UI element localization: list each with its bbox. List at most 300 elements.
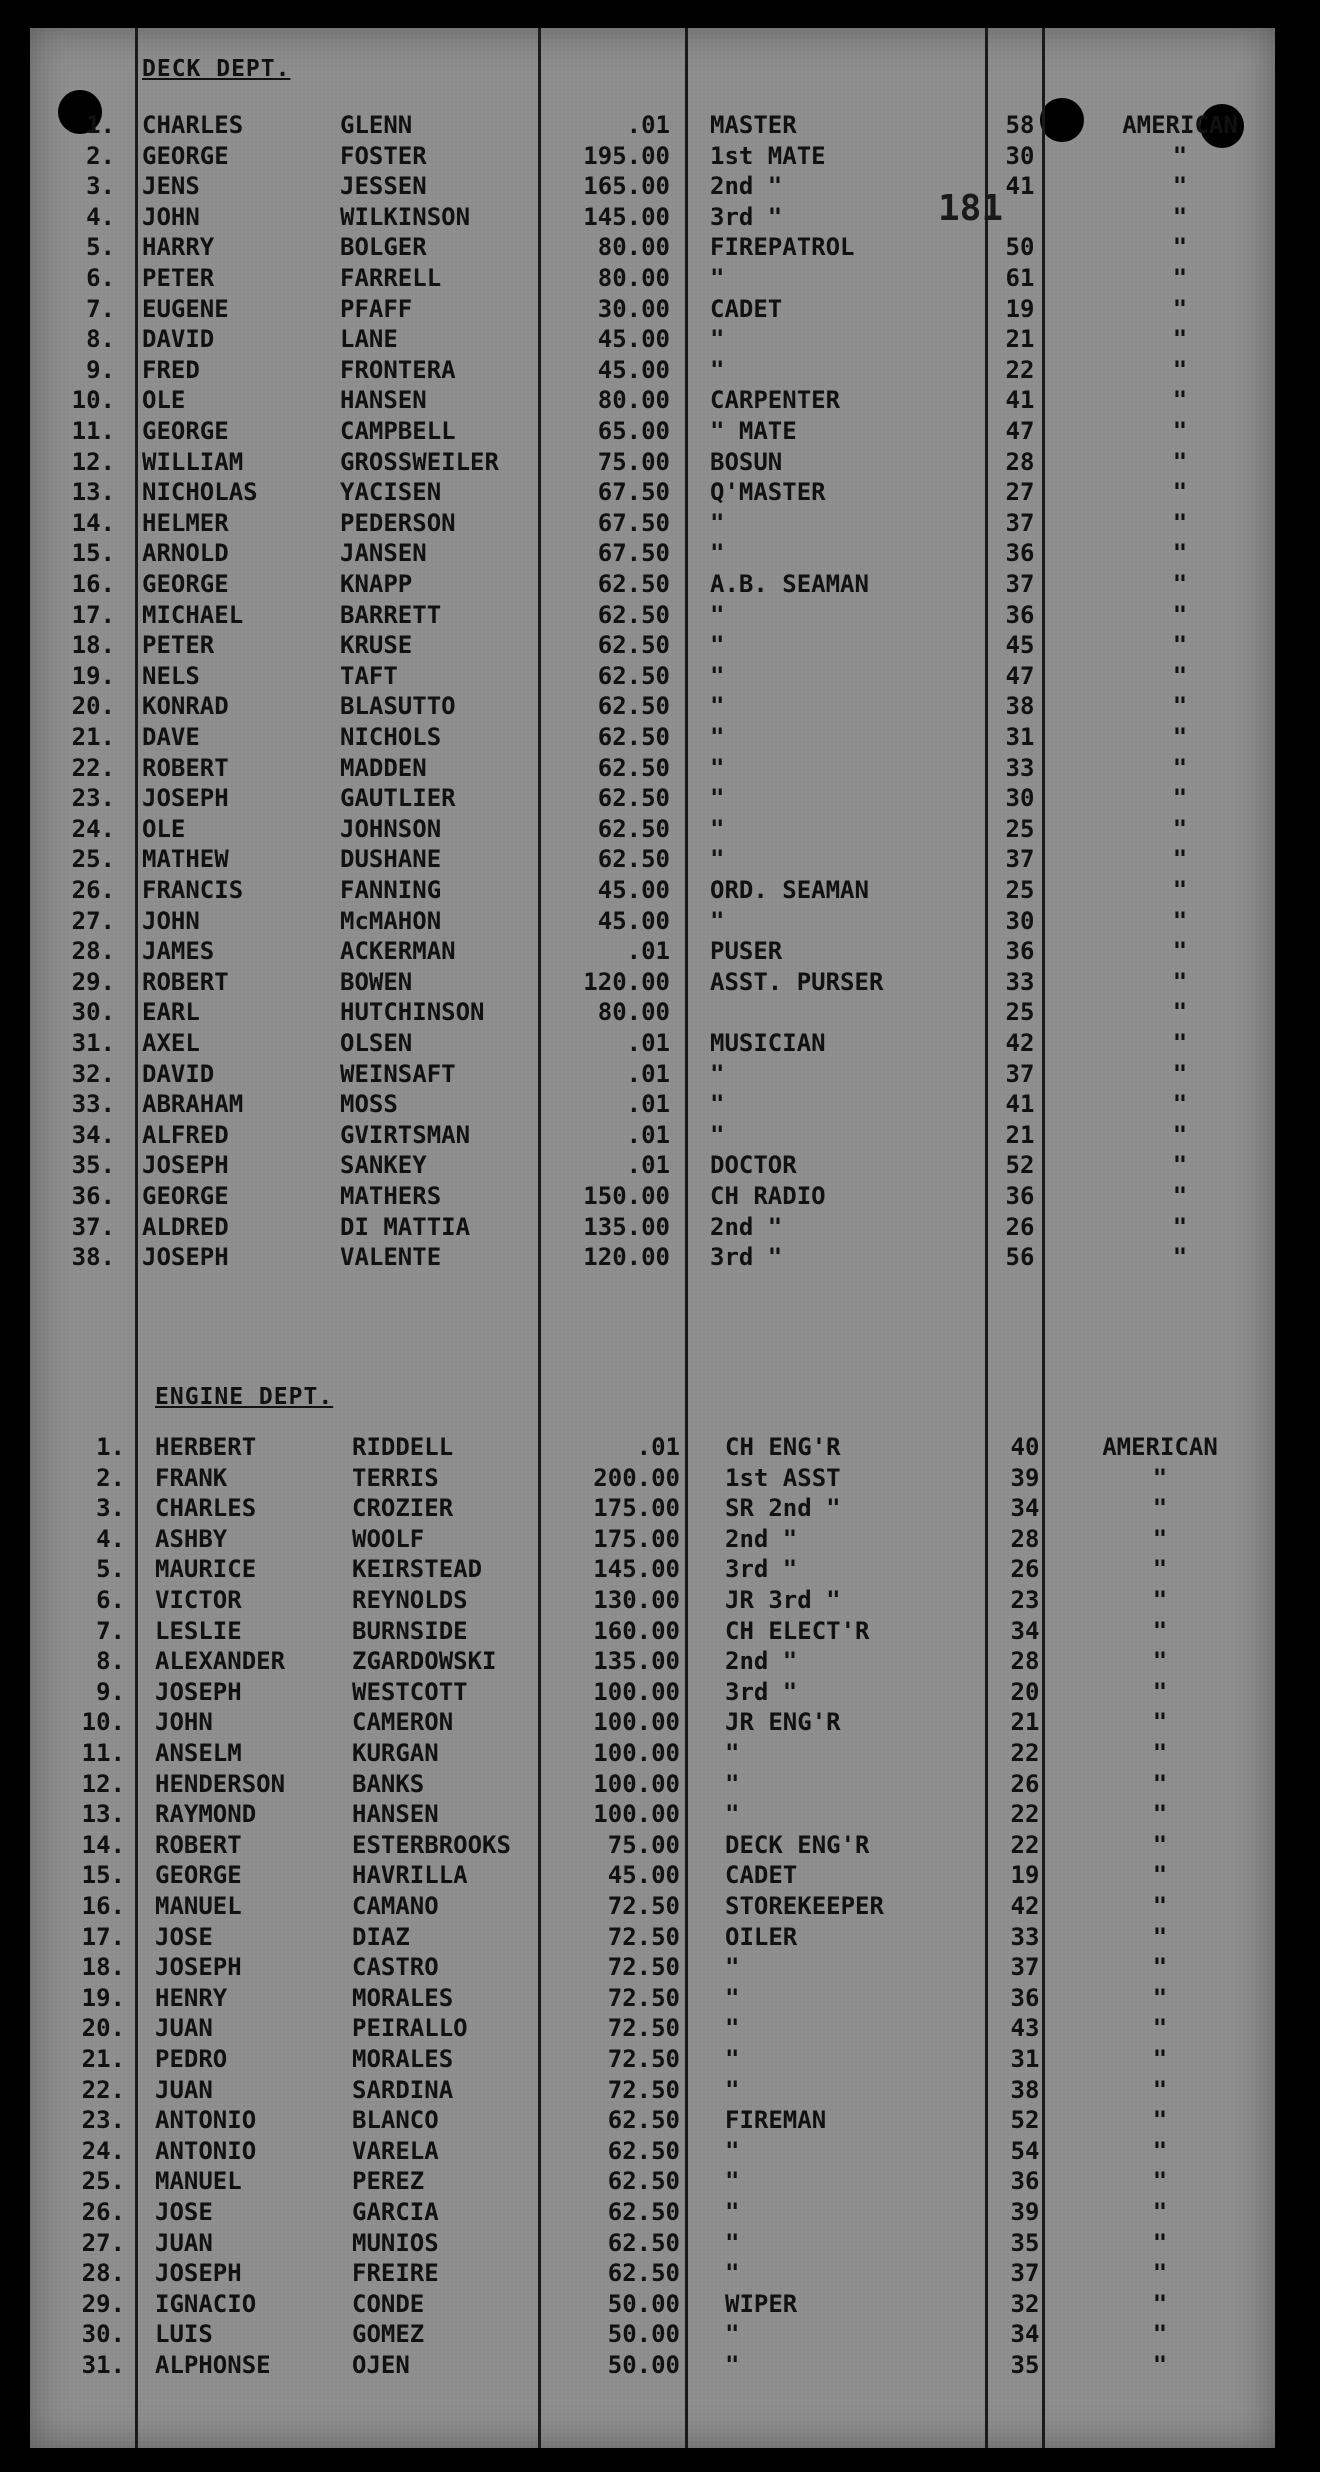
crew-row <box>30 447 1275 477</box>
crew-age: 37 <box>1010 1953 1040 1982</box>
crew-last-name: DI MATTIA <box>340 1212 471 1241</box>
crew-row <box>30 355 1275 385</box>
crew-nationality: " <box>1172 1059 1188 1088</box>
crew-age: 56 <box>1005 1243 1035 1272</box>
crew-first-name: JOHN <box>155 1708 213 1737</box>
crew-last-name: FANNING <box>340 876 442 904</box>
crew-last-name: BURNSIDE <box>352 1616 468 1645</box>
crew-number: 31. <box>71 1029 115 1057</box>
crew-row <box>30 1120 1275 1150</box>
crew-last-name: FOSTER <box>340 141 427 170</box>
crew-wage: 150.00 <box>583 1182 670 1210</box>
crew-wage: 130.00 <box>593 1586 680 1614</box>
crew-wage: 62.50 <box>597 692 670 721</box>
crew-rating: " <box>710 325 725 354</box>
crew-first-name: EARL <box>142 998 200 1027</box>
crew-row <box>30 538 1275 568</box>
crew-number: 11. <box>81 1739 125 1767</box>
crew-age: 39 <box>1010 2198 1040 2226</box>
crew-number: 9. <box>96 1677 125 1706</box>
crew-rating: CH ENG'R <box>725 1433 841 1461</box>
crew-rating: " <box>725 2320 740 2349</box>
crew-last-name: GARCIA <box>352 2198 439 2226</box>
crew-age: 36 <box>1010 1983 1040 2012</box>
crew-age: 37 <box>1005 1059 1035 1088</box>
crew-rating: 1st ASST <box>725 1463 841 1492</box>
crew-first-name: ARNOLD <box>142 539 229 568</box>
crew-wage: 175.00 <box>593 1494 680 1523</box>
crew-last-name: WEINSAFT <box>340 1059 456 1088</box>
crew-nationality: " <box>1152 1953 1168 1982</box>
crew-age: 22 <box>1010 1800 1040 1829</box>
crew-rating: " <box>710 784 725 813</box>
crew-row <box>30 294 1275 324</box>
crew-age: 33 <box>1005 967 1035 996</box>
crew-last-name: ACKERMAN <box>340 937 456 966</box>
crew-age: 34 <box>1010 1494 1040 1523</box>
crew-row <box>30 783 1275 813</box>
crew-first-name: ROBERT <box>142 967 229 996</box>
crew-wage: 135.00 <box>583 1212 670 1241</box>
crew-row <box>30 569 1275 599</box>
crew-first-name: OLE <box>142 814 186 843</box>
crew-wage: 62.50 <box>597 570 670 598</box>
crew-number: 10. <box>81 1708 125 1737</box>
crew-last-name: PEIRALLO <box>352 2014 468 2043</box>
crew-wage: 45.00 <box>597 906 670 935</box>
crew-row <box>30 936 1275 966</box>
crew-first-name: JOSEPH <box>155 1953 242 1982</box>
crew-number: 3. <box>96 1494 125 1523</box>
crew-last-name: HANSEN <box>340 386 427 415</box>
crew-rating: " <box>725 2136 740 2165</box>
crew-wage: .01 <box>636 1433 680 1461</box>
crew-row <box>30 1646 1275 1676</box>
crew-row <box>30 1181 1275 1211</box>
crew-first-name: HENDERSON <box>155 1769 286 1798</box>
crew-nationality: " <box>1172 294 1188 323</box>
crew-nationality: " <box>1172 876 1188 904</box>
crew-nationality: " <box>1172 784 1188 813</box>
crew-first-name: PETER <box>142 631 215 660</box>
crew-rating: 3rd " <box>710 1243 783 1272</box>
crew-row <box>30 2228 1275 2258</box>
crew-nationality: " <box>1152 1892 1168 1920</box>
crew-first-name: JUAN <box>155 2075 213 2104</box>
crew-rating: " <box>725 2075 740 2104</box>
crew-row <box>30 110 1275 140</box>
crew-wage: 67.50 <box>597 508 670 537</box>
crew-nationality: " <box>1172 631 1188 660</box>
crew-rating: " <box>725 2045 740 2073</box>
crew-row <box>30 1212 1275 1242</box>
crew-nationality: " <box>1152 1647 1168 1676</box>
crew-age: 30 <box>1005 141 1035 170</box>
crew-rating: " <box>725 2228 740 2257</box>
crew-row <box>30 2258 1275 2288</box>
crew-nationality: " <box>1152 2228 1168 2257</box>
crew-nationality: " <box>1172 998 1188 1027</box>
crew-number: 6. <box>86 264 115 292</box>
crew-nationality: " <box>1172 1243 1188 1272</box>
crew-rating: FIREMAN <box>725 2106 827 2135</box>
crew-number: 6. <box>96 1586 125 1614</box>
crew-row <box>30 2013 1275 2043</box>
crew-number: 17. <box>71 600 115 629</box>
crew-nationality: " <box>1152 1983 1168 2012</box>
crew-last-name: MATHERS <box>340 1182 442 1210</box>
crew-first-name: DAVID <box>142 1059 215 1088</box>
crew-first-name: MICHAEL <box>142 600 244 629</box>
crew-wage: 120.00 <box>583 967 670 996</box>
crew-row <box>30 1089 1275 1119</box>
crew-wage: 175.00 <box>593 1524 680 1553</box>
crew-number: 19. <box>71 661 115 690</box>
crew-rating: " <box>710 723 725 751</box>
crew-nationality: " <box>1172 814 1188 843</box>
crew-age: 47 <box>1005 417 1035 445</box>
crew-wage: 195.00 <box>583 141 670 170</box>
crew-number: 5. <box>86 233 115 262</box>
crew-first-name: PEDRO <box>155 2045 228 2073</box>
crew-number: 23. <box>71 784 115 813</box>
crew-first-name: JOHN <box>142 202 200 231</box>
crew-number: 27. <box>71 906 115 935</box>
crew-age: 37 <box>1005 508 1035 537</box>
crew-rating: STOREKEEPER <box>725 1892 884 1920</box>
crew-age: 37 <box>1005 570 1035 598</box>
crew-number: 9. <box>86 355 115 384</box>
crew-first-name: OLE <box>142 386 186 415</box>
crew-age: 36 <box>1010 2167 1040 2196</box>
crew-age: 38 <box>1010 2075 1040 2104</box>
crew-last-name: BANKS <box>352 1769 425 1798</box>
crew-rating: 2nd " <box>710 172 783 201</box>
crew-nationality: " <box>1172 386 1188 415</box>
crew-number: 12. <box>81 1769 125 1798</box>
crew-age: 61 <box>1005 264 1035 292</box>
crew-age: 54 <box>1010 2136 1040 2165</box>
crew-nationality: " <box>1172 723 1188 751</box>
crew-first-name: NICHOLAS <box>142 478 258 507</box>
crew-number: 4. <box>96 1524 125 1553</box>
crew-first-name: DAVE <box>142 723 200 751</box>
crew-age: 21 <box>1005 325 1035 354</box>
crew-number: 35. <box>71 1151 115 1180</box>
crew-nationality: " <box>1152 2014 1168 2043</box>
crew-row <box>30 1242 1275 1272</box>
deck-dept-heading: DECK DEPT. <box>142 56 291 82</box>
crew-first-name: AXEL <box>142 1029 200 1057</box>
crew-nationality: " <box>1172 600 1188 629</box>
crew-number: 4. <box>86 202 115 231</box>
crew-rating: ASST. PURSER <box>710 967 884 996</box>
crew-age: 41 <box>1005 1090 1035 1119</box>
crew-row <box>30 906 1275 936</box>
crew-row <box>30 1554 1275 1584</box>
crew-rating: " <box>725 2014 740 2043</box>
crew-age: 22 <box>1005 355 1035 384</box>
crew-wage: 67.50 <box>597 539 670 568</box>
crew-number: 12. <box>71 447 115 476</box>
crew-first-name: CHARLES <box>142 111 244 139</box>
crew-first-name: FRANK <box>155 1463 228 1492</box>
crew-rating: 3rd " <box>725 1555 798 1584</box>
crew-wage: 62.50 <box>597 723 670 751</box>
crew-last-name: KEIRSTEAD <box>352 1555 483 1584</box>
crew-wage: 100.00 <box>593 1800 680 1829</box>
crew-rating: SR 2nd " <box>725 1494 841 1523</box>
crew-row <box>30 1983 1275 2013</box>
crew-nationality: " <box>1152 2106 1168 2135</box>
crew-last-name: NICHOLS <box>340 723 442 751</box>
crew-rating: BOSUN <box>710 447 783 476</box>
crew-rating: 3rd " <box>710 202 783 231</box>
crew-wage: 72.50 <box>607 2014 680 2043</box>
crew-first-name: RAYMOND <box>155 1800 257 1829</box>
crew-nationality: " <box>1152 1494 1168 1523</box>
crew-number: 24. <box>71 814 115 843</box>
crew-wage: 62.50 <box>607 2167 680 2196</box>
crew-number: 26. <box>71 876 115 904</box>
crew-age: 42 <box>1005 1029 1035 1057</box>
crew-last-name: BLASUTTO <box>340 692 456 721</box>
crew-age: 35 <box>1010 2351 1040 2379</box>
crew-wage: 72.50 <box>607 1983 680 2012</box>
crew-nationality: " <box>1172 141 1188 170</box>
crew-row <box>30 1707 1275 1737</box>
crew-number: 2. <box>96 1463 125 1492</box>
crew-number: 22. <box>71 753 115 782</box>
crew-last-name: DUSHANE <box>340 845 442 874</box>
crew-row <box>30 1922 1275 1952</box>
crew-row <box>30 416 1275 446</box>
crew-nationality: " <box>1172 1212 1188 1241</box>
crew-last-name: WOOLF <box>352 1524 425 1553</box>
crew-nationality: " <box>1172 325 1188 354</box>
crew-wage: 165.00 <box>583 172 670 201</box>
crew-last-name: JOHNSON <box>340 814 442 843</box>
crew-nationality: " <box>1172 539 1188 568</box>
crew-wage: 80.00 <box>597 233 670 262</box>
crew-age: 36 <box>1005 539 1035 568</box>
crew-nationality: " <box>1152 1586 1168 1614</box>
crew-nationality: " <box>1152 2075 1168 2104</box>
crew-wage: 62.50 <box>607 2106 680 2135</box>
crew-last-name: FREIRE <box>352 2259 439 2288</box>
crew-row <box>30 1524 1275 1554</box>
crew-age: 21 <box>1010 1708 1040 1737</box>
crew-nationality: AMERICAN <box>1122 111 1238 139</box>
crew-nationality: " <box>1172 845 1188 874</box>
crew-first-name: JOSEPH <box>142 1151 229 1180</box>
crew-rating: CADET <box>725 1861 798 1890</box>
crew-rating: DOCTOR <box>710 1151 797 1180</box>
crew-age: 43 <box>1010 2014 1040 2043</box>
crew-nationality: " <box>1152 1708 1168 1737</box>
crew-first-name: ROBERT <box>155 1830 242 1859</box>
crew-number: 27. <box>81 2228 125 2257</box>
crew-last-name: GVIRTSMAN <box>340 1120 471 1149</box>
crew-last-name: OJEN <box>352 2351 410 2379</box>
crew-last-name: PEDERSON <box>340 508 456 537</box>
crew-last-name: MADDEN <box>340 753 427 782</box>
crew-first-name: IGNACIO <box>155 2289 257 2318</box>
crew-wage: .01 <box>626 111 670 139</box>
crew-nationality: " <box>1172 570 1188 598</box>
crew-number: 21. <box>71 723 115 751</box>
crew-nationality: AMERICAN <box>1102 1433 1218 1461</box>
crew-last-name: RIDDELL <box>352 1433 454 1461</box>
crew-row <box>30 967 1275 997</box>
crew-row <box>30 202 1275 232</box>
crew-number: 28. <box>81 2259 125 2288</box>
crew-nationality: " <box>1152 1739 1168 1767</box>
crew-first-name: HARRY <box>142 233 215 262</box>
crew-last-name: TERRIS <box>352 1463 439 1492</box>
crew-number: 13. <box>81 1800 125 1829</box>
crew-row <box>30 1769 1275 1799</box>
crew-last-name: HANSEN <box>352 1800 439 1829</box>
crew-row <box>30 1830 1275 1860</box>
crew-nationality: " <box>1172 202 1188 231</box>
crew-wage: .01 <box>626 1090 670 1119</box>
crew-number: 19. <box>81 1983 125 2012</box>
crew-nationality: " <box>1172 355 1188 384</box>
crew-last-name: HAVRILLA <box>352 1861 468 1890</box>
crew-nationality: " <box>1152 2167 1168 2196</box>
crew-first-name: ALPHONSE <box>155 2351 271 2379</box>
crew-row <box>30 2289 1275 2319</box>
crew-number: 29. <box>81 2289 125 2318</box>
crew-rating: " <box>710 631 725 660</box>
crew-wage: 160.00 <box>593 1616 680 1645</box>
crew-last-name: BARRETT <box>340 600 442 629</box>
crew-last-name: VARELA <box>352 2136 439 2165</box>
crew-number: 1. <box>96 1433 125 1461</box>
crew-row <box>30 2166 1275 2196</box>
crew-nationality: " <box>1172 447 1188 476</box>
handwritten-number: 181 <box>938 188 1004 229</box>
crew-last-name: ZGARDOWSKI <box>352 1647 497 1676</box>
crew-row <box>30 997 1275 1027</box>
crew-row <box>30 691 1275 721</box>
crew-age: 52 <box>1005 1151 1035 1180</box>
crew-last-name: OLSEN <box>340 1029 413 1057</box>
crew-number: 1. <box>86 111 115 139</box>
crew-rating: " <box>710 539 725 568</box>
crew-number: 18. <box>71 631 115 660</box>
crew-first-name: JENS <box>142 172 200 201</box>
crew-first-name: JOSE <box>155 1922 213 1951</box>
crew-first-name: LESLIE <box>155 1616 242 1645</box>
crew-nationality: " <box>1152 1677 1168 1706</box>
crew-rating: " <box>725 2351 740 2379</box>
crew-first-name: GEORGE <box>142 417 229 445</box>
crew-row <box>30 600 1275 630</box>
crew-row <box>30 1616 1275 1646</box>
crew-age: 39 <box>1010 1463 1040 1492</box>
crew-age: 28 <box>1010 1524 1040 1553</box>
crew-number: 14. <box>71 508 115 537</box>
crew-last-name: SANKEY <box>340 1151 427 1180</box>
crew-wage: .01 <box>626 937 670 966</box>
crew-wage: 50.00 <box>607 2320 680 2349</box>
crew-rating: " <box>710 355 725 384</box>
crew-last-name: JANSEN <box>340 539 427 568</box>
crew-nationality: " <box>1152 2136 1168 2165</box>
crew-number: 17. <box>81 1922 125 1951</box>
crew-wage: 62.50 <box>597 814 670 843</box>
crew-first-name: EUGENE <box>142 294 229 323</box>
crew-row <box>30 1677 1275 1707</box>
crew-first-name: GEORGE <box>142 570 229 598</box>
crew-rating: " <box>710 661 725 690</box>
crew-last-name: BOWEN <box>340 967 413 996</box>
crew-number: 21. <box>81 2045 125 2073</box>
crew-first-name: MAURICE <box>155 1555 257 1584</box>
crew-row <box>30 1738 1275 1768</box>
crew-last-name: MUNIOS <box>352 2228 439 2257</box>
crew-wage: .01 <box>626 1059 670 1088</box>
crew-row <box>30 753 1275 783</box>
crew-first-name: ABRAHAM <box>142 1090 244 1119</box>
crew-first-name: JOSEPH <box>142 1243 229 1272</box>
crew-nationality: " <box>1172 172 1188 201</box>
crew-row <box>30 1432 1275 1462</box>
crew-last-name: HUTCHINSON <box>340 998 485 1027</box>
crew-last-name: McMAHON <box>340 906 442 935</box>
crew-last-name: BLANCO <box>352 2106 439 2135</box>
crew-first-name: JOSEPH <box>155 1677 242 1706</box>
crew-number: 37. <box>71 1212 115 1241</box>
crew-number: 30. <box>81 2320 125 2349</box>
crew-last-name: LANE <box>340 325 398 354</box>
crew-first-name: VICTOR <box>155 1586 242 1614</box>
crew-first-name: ANTONIO <box>155 2136 257 2165</box>
crew-rating: " <box>710 692 725 721</box>
crew-last-name: FRONTERA <box>340 355 456 384</box>
crew-last-name: JESSEN <box>340 172 427 201</box>
crew-last-name: GLENN <box>340 111 413 139</box>
crew-wage: 72.50 <box>607 1892 680 1920</box>
crew-nationality: " <box>1152 1555 1168 1584</box>
crew-wage: 100.00 <box>593 1739 680 1767</box>
crew-number: 2. <box>86 141 115 170</box>
crew-nationality: " <box>1152 2259 1168 2288</box>
crew-age: 52 <box>1010 2106 1040 2135</box>
crew-nationality: " <box>1172 753 1188 782</box>
crew-rating: 2nd " <box>725 1647 798 1676</box>
crew-age: 21 <box>1005 1120 1035 1149</box>
crew-row <box>30 1463 1275 1493</box>
crew-nationality: " <box>1152 1769 1168 1798</box>
crew-first-name: ANSELM <box>155 1739 242 1767</box>
crew-age: 35 <box>1010 2228 1040 2257</box>
crew-wage: 75.00 <box>607 1830 680 1859</box>
crew-nationality: " <box>1172 967 1188 996</box>
crew-first-name: MANUEL <box>155 1892 242 1920</box>
crew-number: 38. <box>71 1243 115 1272</box>
crew-wage: 62.50 <box>607 2198 680 2226</box>
crew-number: 28. <box>71 937 115 966</box>
crew-first-name: JAMES <box>142 937 215 966</box>
crew-number: 3. <box>86 172 115 201</box>
crew-age: 47 <box>1005 661 1035 690</box>
crew-row <box>30 141 1275 171</box>
crew-number: 24. <box>81 2136 125 2165</box>
crew-number: 36. <box>71 1182 115 1210</box>
